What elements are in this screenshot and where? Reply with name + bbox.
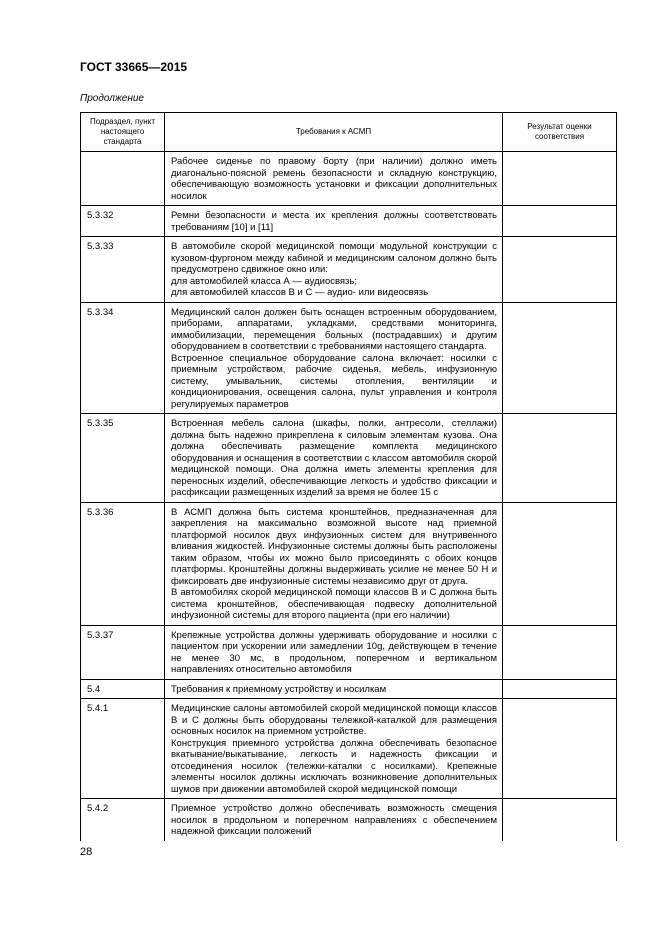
requirement-text: Крепежные устройства должны удерживать оборудование и носилки с пациентом при ускорении или замедлении 10g, действующем в течение не менее 30 мс, в продольном, поперечном и вертикальном направлениях относительно автомобиля bbox=[165, 625, 503, 679]
result-cell bbox=[503, 237, 617, 303]
table-row bbox=[81, 502, 617, 625]
table-row bbox=[81, 152, 617, 206]
clause-number: 5.3.33 bbox=[81, 237, 165, 303]
requirement-text: Рабочее сиденье по правому борту (при наличии) должно иметь диагонально-поясной ремень безопасности и складную конструкцию, обеспечивающую возможность установки и фиксации дополнительных носилок bbox=[165, 152, 503, 206]
requirement-text: Встроенная мебель салона (шкафы, полки, антресоли, стеллажи) должна быть надежно прикреплена к силовым элементам кузова. Она должна обеспечивать размещение комплекта медицинского оборудования и оснащения в соответствии с классом автомобиля скорой медицинской помощи. Она должна иметь элементы крепления для переносных изделий, обеспечивающие легкость и удобство фиксации и расфиксации размещенных изделий за время не более 15 с bbox=[165, 414, 503, 503]
clause-number: 5.4.2 bbox=[81, 799, 165, 841]
table-row bbox=[81, 699, 617, 799]
clause-number: 5.3.34 bbox=[81, 302, 165, 414]
clause-number: 5.3.32 bbox=[81, 206, 165, 237]
result-cell bbox=[503, 799, 617, 841]
table-row bbox=[81, 302, 617, 414]
table-row bbox=[81, 414, 617, 503]
continuation-label: Продолжение bbox=[80, 93, 144, 104]
requirement-text: Медицинские салоны автомобилей скорой медицинской помощи классов В и С должны быть оборудованы тележкой-каталкой для размещения основных носилок на приемном устройстве. Конструкция приемного устройства должна обеспечивать безопасное вкатывание/выкатывание, легкость и надежность фиксации и отсоединения носилок (тележки-каталки с носилками). Крепежные элементы носилок должны исключать возникновение дополнительных шумов при движении автомобилей скорой медицинской помощи bbox=[165, 699, 503, 799]
document-title: ГОСТ 33665—2015 bbox=[80, 60, 188, 74]
clause-number: 5.3.35 bbox=[81, 414, 165, 503]
clause-number: 5.3.37 bbox=[81, 625, 165, 679]
result-cell bbox=[503, 302, 617, 414]
requirements-table bbox=[80, 112, 617, 841]
clause-number: 5.4 bbox=[81, 679, 165, 699]
requirement-text: Медицинский салон должен быть оснащен встроенным оборудованием, приборами, аппаратами, укладками, средствами мониторинга, иммобилизации, перемещения больных (пострадавших) и другим оборудованием в соответствии с требованиями настоящего стандарта. Встроенное специальное оборудование салона включает: носилки с приемным устройством, рабочие сиденья, мебель, инфузионную систему, умывальник, системы отопления, вентиляции и кондиционирования, освещения салона, пульт управления и контроля регулируемых параметров bbox=[165, 302, 503, 414]
table-row bbox=[81, 799, 617, 841]
requirement-text: Приемное устройство должно обеспечивать возможность смещения носилок в продольном и поперечном направлениях с обеспечением надежной фиксации положений bbox=[165, 799, 503, 841]
requirement-text: Ремни безопасности и места их крепления должны соответствовать требованиям [10] и [11] bbox=[165, 206, 503, 237]
result-cell bbox=[503, 625, 617, 679]
result-cell bbox=[503, 414, 617, 503]
requirement-text: В автомобиле скорой медицинской помощи модульной конструкции с кузовом-фургоном между кабиной и медицинским салоном должно быть предусмотрено сдвижное окно или: для автомобилей класса А — аудиосвязь; для автомобилей классов В и С — аудио- или видеосвязь bbox=[165, 237, 503, 303]
table-row bbox=[81, 206, 617, 237]
header-result: Результат оценки соответствия bbox=[503, 113, 617, 152]
result-cell bbox=[503, 206, 617, 237]
clause-number: 5.4.1 bbox=[81, 699, 165, 799]
result-cell bbox=[503, 152, 617, 206]
result-cell bbox=[503, 502, 617, 625]
table-header-row bbox=[81, 113, 617, 152]
page-number: 28 bbox=[80, 846, 93, 858]
result-cell bbox=[503, 679, 617, 699]
clause-number bbox=[81, 152, 165, 206]
table-row bbox=[81, 625, 617, 679]
clause-number: 5.3.36 bbox=[81, 502, 165, 625]
table-row bbox=[81, 679, 617, 699]
requirement-text: В АСМП должна быть система кронштейнов, предназначенная для закрепления на максимально возможной высоте над приемной платформой носилок двух инфузионных систем для внутривенного вливания жидкостей. Инфузионные системы должны быть расположены таким образом, чтобы их можно было присоединять с обоих концов платформы. Кронштейны должны выдерживать усилие не менее 50 Н и фиксировать две инфузионные системы независимо друг от друга. В автомобилях скорой медицинской помощи классов В и С должна быть система кронштейнов, обеспечивающая подвеску дополнительной инфузионной системы для второго пациента (при его наличии) bbox=[165, 502, 503, 625]
requirement-text: Требования к приемному устройству и носилкам bbox=[165, 679, 503, 699]
table-row bbox=[81, 237, 617, 303]
result-cell bbox=[503, 699, 617, 799]
header-requirements: Требования к АСМП bbox=[165, 113, 503, 152]
header-clause: Подраздел, пункт настоящего стандарта bbox=[81, 113, 165, 152]
